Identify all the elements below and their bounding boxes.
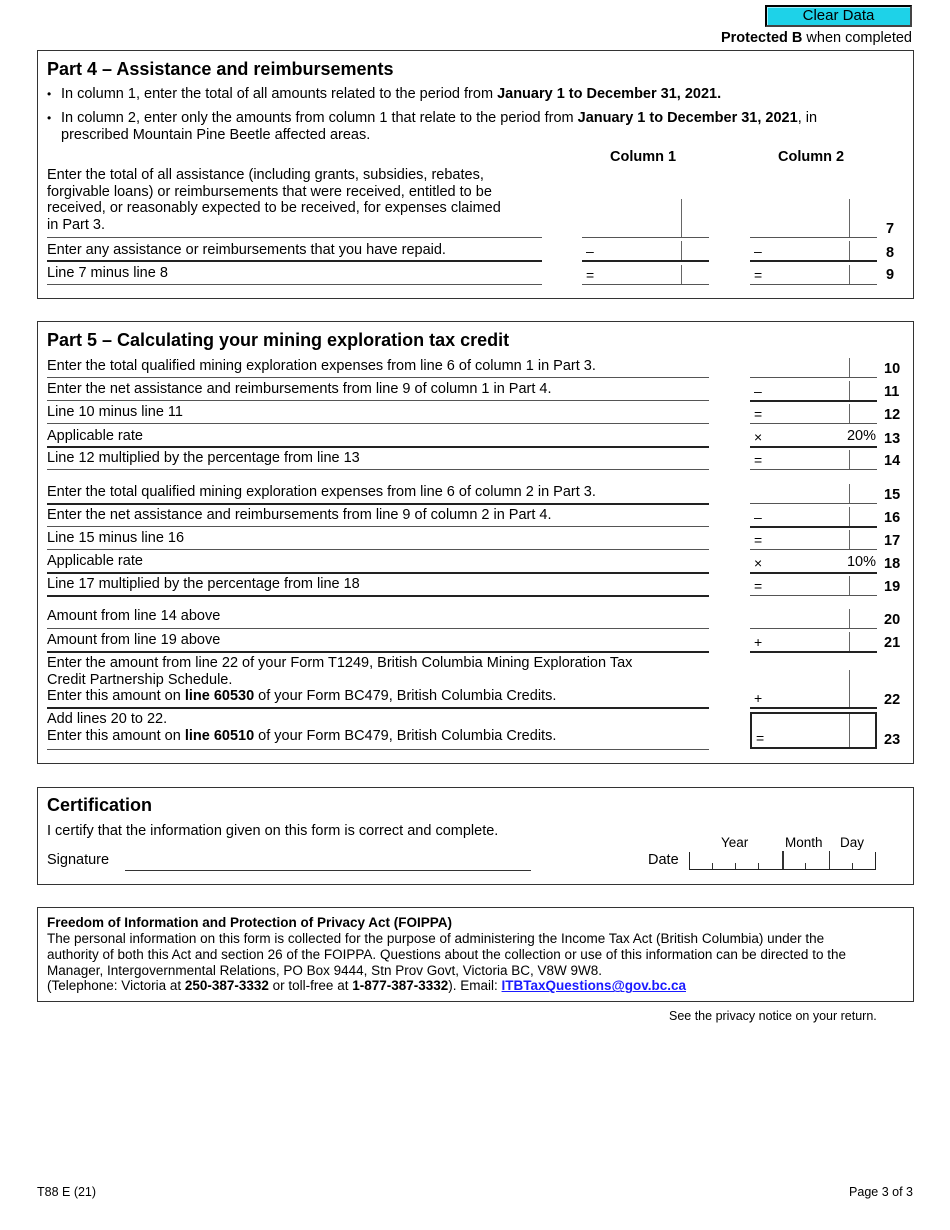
protected-b-rest: when completed bbox=[802, 30, 912, 46]
line9-rule bbox=[47, 284, 542, 285]
line22-pre: Enter this amount on bbox=[47, 688, 185, 704]
multiply-operator: × bbox=[754, 555, 763, 571]
line13-number: 13 bbox=[884, 431, 901, 447]
bullet2-bold: January 1 to December 31, 2021 bbox=[577, 110, 798, 126]
line10-rule bbox=[47, 377, 709, 378]
line8-number: 8 bbox=[886, 245, 895, 261]
line14-label: Line 12 multiplied by the percentage from line 13 bbox=[47, 450, 360, 466]
form-code: T88 E (21) bbox=[37, 1185, 97, 1199]
month-label: Month bbox=[785, 835, 823, 850]
rate-value: 20% bbox=[846, 428, 876, 444]
line11-number: 11 bbox=[884, 384, 900, 400]
foippa-line-3: Manager, Intergovernmental Relations, PO Box 9444, Stn Prov Govt, Victoria BC, V8W 9W8. bbox=[47, 962, 603, 978]
part4-bullet-2-line2: prescribed Mountain Pine Beetle affected areas. bbox=[61, 127, 371, 143]
line9-label: Line 7 minus line 8 bbox=[47, 265, 168, 281]
column1-header: Column 1 bbox=[610, 149, 677, 165]
protected-b-bold: Protected B bbox=[720, 30, 803, 46]
line23-label bbox=[47, 711, 707, 744]
line8-col1-field[interactable] bbox=[582, 241, 709, 262]
line10-label: Enter the total qualified mining exploration expenses from line 6 of column 1 in Part 3. bbox=[47, 358, 596, 374]
email-prefix: ). Email: bbox=[448, 978, 502, 994]
line9-col2-field[interactable] bbox=[750, 265, 877, 285]
line21-field[interactable] bbox=[750, 632, 877, 653]
phone-prefix: (Telephone: Victoria at bbox=[47, 978, 185, 994]
phone-tollfree: 1-877-387-3332 bbox=[352, 978, 449, 994]
line23-rule bbox=[47, 749, 709, 750]
line11-field[interactable] bbox=[750, 381, 877, 402]
line15-rule bbox=[47, 503, 709, 505]
line19-number: 19 bbox=[884, 579, 901, 595]
equals-operator: = bbox=[754, 452, 763, 468]
line7-text-4: in Part 3. bbox=[47, 216, 106, 233]
equals-operator: = bbox=[754, 406, 763, 422]
equals-operator: = bbox=[754, 267, 763, 283]
line22-text-3 bbox=[47, 688, 707, 705]
line7-col1-field[interactable] bbox=[582, 199, 709, 238]
line22-number: 22 bbox=[884, 692, 901, 708]
line8-rule bbox=[47, 260, 542, 262]
line15-number: 15 bbox=[884, 487, 901, 503]
line20-number: 20 bbox=[884, 612, 901, 628]
certification-section bbox=[37, 787, 914, 885]
line17-number: 17 bbox=[884, 533, 901, 549]
line10-number: 10 bbox=[884, 361, 901, 377]
email-link[interactable]: ITBTaxQuestions@gov.bc.ca bbox=[501, 978, 686, 994]
certification-statement: I certify that the information given on this form is correct and complete. bbox=[47, 823, 499, 839]
certification-title: Certification bbox=[47, 795, 153, 815]
line8-col2-field[interactable] bbox=[750, 241, 877, 262]
line7-text-1: Enter the total of all assistance (including grants, subsidies, rebates, bbox=[47, 167, 484, 183]
line22-text-1: Enter the amount from line 22 of your Form T1249, British Columbia Mining Exploration Tax bbox=[47, 655, 633, 671]
line16-rule bbox=[47, 526, 709, 527]
line13-label: Applicable rate bbox=[47, 428, 143, 444]
part4-title: Part 4 – Assistance and reimbursements bbox=[47, 59, 394, 79]
line18-number: 18 bbox=[884, 556, 901, 572]
foippa-title: Freedom of Information and Protection of Privacy Act (FOIPPA) bbox=[47, 915, 453, 930]
signature-field[interactable] bbox=[125, 870, 531, 871]
line7-rule bbox=[47, 237, 542, 238]
line20-field[interactable] bbox=[750, 609, 877, 629]
equals-operator: = bbox=[756, 730, 765, 746]
foippa-section bbox=[37, 907, 914, 1002]
page-number: Page 3 of 3 bbox=[849, 1185, 913, 1199]
line16-field[interactable] bbox=[750, 507, 877, 528]
line23-text-2 bbox=[47, 728, 707, 745]
line19-rule bbox=[47, 595, 709, 597]
line15-field[interactable] bbox=[750, 484, 877, 504]
line11-label: Enter the net assistance and reimbursements from line 9 of column 1 in Part 4. bbox=[47, 381, 552, 397]
bullet1-text: In column 1, enter the total of all amounts related to the period from bbox=[61, 86, 498, 102]
line7-number: 7 bbox=[886, 221, 895, 237]
part5-title: Part 5 – Calculating your mining exploration tax credit bbox=[47, 330, 510, 350]
plus-operator: + bbox=[754, 634, 763, 650]
clear-data-button[interactable]: Clear Data bbox=[765, 5, 912, 27]
signature-label: Signature bbox=[47, 852, 110, 868]
line22-text-2: Credit Partnership Schedule. bbox=[47, 671, 233, 688]
multiply-operator: × bbox=[754, 429, 763, 445]
line20-rule bbox=[47, 628, 709, 629]
line22-field[interactable] bbox=[750, 670, 877, 709]
equals-operator: = bbox=[586, 267, 595, 283]
foippa-line-2: authority of both this Act and section 26 of the FOIPPA. Questions about the collection or use of this information can be directed to the bbox=[47, 946, 846, 962]
line14-field[interactable] bbox=[750, 450, 877, 470]
line11-rule bbox=[47, 400, 709, 401]
foippa-line-1: The personal information on this form is collected for the purpose of administering the Income Tax Act (British Columbia) under the bbox=[47, 931, 825, 946]
minus-operator: – bbox=[754, 509, 762, 525]
line14-number: 14 bbox=[884, 453, 901, 469]
line19-label: Line 17 multiplied by the percentage from line 18 bbox=[47, 576, 360, 592]
line7-label bbox=[47, 167, 547, 233]
foippa-body bbox=[47, 931, 907, 994]
protected-b-label bbox=[721, 30, 912, 46]
line18-rate bbox=[750, 553, 877, 574]
bullet2-post: , in bbox=[797, 110, 818, 126]
date-label: Date bbox=[648, 852, 679, 868]
line17-label: Line 15 minus line 16 bbox=[47, 530, 185, 546]
line21-rule bbox=[47, 651, 709, 653]
line15-label: Enter the total qualified mining exploration expenses from line 6 of column 2 in Part 3. bbox=[47, 484, 596, 500]
line9-col1-field[interactable] bbox=[582, 265, 709, 285]
line23-post: of your Form BC479, British Columbia Credits. bbox=[254, 727, 557, 744]
line21-number: 21 bbox=[884, 635, 901, 651]
column2-header: Column 2 bbox=[778, 149, 845, 165]
bullet2-text: In column 2, enter only the amounts from column 1 that relate to the period from bbox=[61, 110, 578, 126]
line23-pre: Enter this amount on bbox=[47, 727, 185, 744]
equals-operator: = bbox=[754, 532, 763, 548]
phone-victoria: 250-387-3332 bbox=[184, 978, 269, 994]
foippa-line-4 bbox=[47, 978, 907, 994]
line17-field[interactable] bbox=[750, 530, 877, 550]
line22-rule bbox=[47, 707, 709, 709]
privacy-notice: See the privacy notice on your return. bbox=[669, 1009, 877, 1023]
minus-operator: – bbox=[754, 383, 762, 399]
line9-number: 9 bbox=[886, 267, 895, 283]
line18-label: Applicable rate bbox=[47, 553, 143, 569]
line7-col2-field[interactable] bbox=[750, 199, 877, 238]
line12-field[interactable] bbox=[750, 404, 877, 424]
line17-rule bbox=[47, 549, 709, 550]
line23-bold: line 60510 bbox=[184, 727, 255, 744]
line12-rule bbox=[47, 423, 709, 424]
line12-label: Line 10 minus line 11 bbox=[47, 404, 183, 420]
line23-field[interactable] bbox=[750, 712, 877, 749]
part4-section bbox=[37, 50, 914, 299]
line7-text-3: received, or reasonably expected to be received, for expenses claimed bbox=[47, 200, 501, 216]
minus-operator: – bbox=[586, 243, 594, 259]
line7-text-2: forgivable loans) or reimbursements that were received, entitled to be bbox=[47, 183, 492, 200]
line23-number: 23 bbox=[884, 732, 901, 748]
line22-bold: line 60530 bbox=[184, 688, 255, 704]
line13-rule bbox=[47, 446, 709, 448]
part5-section bbox=[37, 321, 914, 764]
line23-text-1: Add lines 20 to 22. bbox=[47, 711, 168, 727]
line22-label bbox=[47, 655, 707, 705]
phone-mid: or toll-free at bbox=[268, 978, 353, 994]
line20-label: Amount from line 14 above bbox=[47, 608, 221, 624]
line21-label: Amount from line 19 above bbox=[47, 632, 221, 648]
part4-bullet-1 bbox=[61, 86, 721, 103]
equals-operator: = bbox=[754, 578, 763, 594]
rate-value: 10% bbox=[846, 554, 876, 570]
line22-post: of your Form BC479, British Columbia Credits. bbox=[254, 688, 557, 704]
minus-operator: – bbox=[754, 243, 762, 259]
line13-rate bbox=[750, 427, 877, 448]
line8-label: Enter any assistance or reimbursements that you have repaid. bbox=[47, 242, 446, 258]
line18-rule bbox=[47, 572, 709, 574]
bullet1-bold: January 1 to December 31, 2021. bbox=[497, 86, 722, 102]
year-label: Year bbox=[721, 835, 749, 850]
line12-number: 12 bbox=[884, 407, 901, 423]
date-field[interactable] bbox=[689, 852, 876, 870]
part4-bullet-2 bbox=[61, 110, 901, 127]
line10-field[interactable] bbox=[750, 358, 877, 378]
line16-number: 16 bbox=[884, 510, 901, 526]
line16-label: Enter the net assistance and reimbursements from line 9 of column 2 in Part 4. bbox=[47, 507, 552, 523]
day-label: Day bbox=[840, 835, 865, 850]
line14-rule bbox=[47, 469, 709, 470]
line19-field[interactable] bbox=[750, 576, 877, 596]
plus-operator: + bbox=[754, 690, 763, 706]
